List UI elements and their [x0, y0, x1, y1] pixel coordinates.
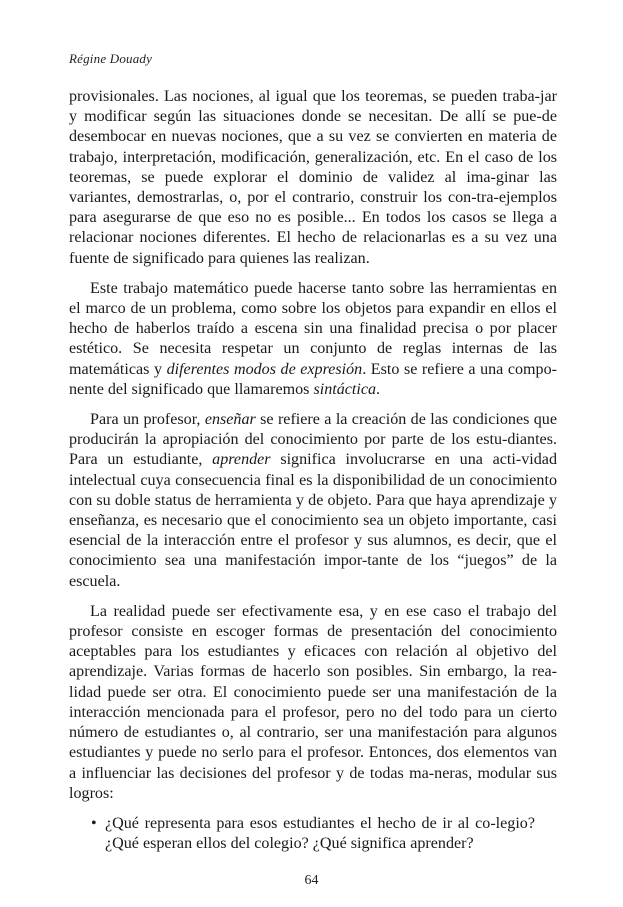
italic-phrase: diferentes modos de expresión [166, 360, 363, 378]
italic-phrase: enseñar [204, 411, 256, 429]
page-number: 64 [304, 873, 319, 888]
italic-phrase: aprender [212, 451, 271, 469]
body-text [69, 87, 557, 854]
running-head-author: Régine Douady [69, 51, 153, 66]
bullet-item [91, 814, 535, 854]
text-run: La realidad puede ser efectivamente esa, y en ese caso el trabajo del profesor consiste en escoger formas de presentación del conocimiento aceptables para los estudiantes y eficaces con relación al objetivo del aprendizaje. Varias formas de hacerlo son posibles. Sin embargo, la rea-lidad puede ser otra. El conocimiento puede ser una manifestación de la interacción mencionada para el profesor, pero no del todo para un cierto número de estudiantes o, al contrario, ser una manifestación para algunos estudiantes y puede no serlo para el profesor. Entonces, dos elementos van a influenciar las decisiones del profesor y de todas ma-neras, modular sus logros: [69, 602, 557, 802]
text-run: Este trabajo matemático puede hacerse tanto sobre las herramientas en el marco de un problema, como sobre los objetos para expandir en ellos el hecho de haberlos traído a escena sin una finalidad precisa o por placer estético. Se necesita respetar un conjunto de reglas internas de las matemáticas y [69, 279, 557, 378]
paragraph [69, 87, 557, 269]
bullet-dot-icon: • [91, 814, 97, 832]
bullet-list [69, 814, 557, 854]
paragraph [69, 279, 557, 400]
paragraphs [69, 87, 557, 804]
text-run: . Esto se refiere a una compo-nente del significado que llamaremos [69, 360, 558, 398]
text-run: Para un profesor, [90, 411, 205, 429]
text-run: . [376, 380, 381, 398]
text-run: provisionales. Las nociones, al igual que los teoremas, se pueden traba-jar y modificar según las situaciones donde se necesitan. De allí se pue-de desembocar en nuevas nociones, que a su vez se convierten en materia de trabajo, interpretación, modificación, generalización, etc. En el caso de los teoremas, se puede explorar el dominio de validez al ima-ginar las variantes, demostrarlas, o, por el contrario, construir los con-tra-ejemplos para asegurarse de que eso no es posible... En todos los casos se llega a relacionar nociones diferentes. El hecho de relacionarlas es a su vez una fuente de significado para quienes las realizan. [69, 88, 557, 267]
bullet-text: ¿Qué representa para esos estudiantes el hecho de ir al co-legio? ¿Qué esperan ellos del colegio? ¿Qué significa aprender? [105, 814, 535, 853]
paragraph [69, 602, 557, 804]
paragraph [69, 410, 557, 592]
text-run: significa involucrarse en una acti-vidad intelectual cuya consecuencia final es la disponibilidad de un conocimiento con su doble status de herramienta y de objeto. Para que haya aprendizaje y enseñanza, es necesario que el conocimiento sea un objeto importante, casi esencial de la interacción entre el profesor y sus alumnos, es decir, que el conocimiento sea una manifestación impor-tante de los “juegos” de la escuela. [69, 451, 557, 590]
text-run: se refiere a la creación de las condiciones que producirán la apropiación del conocimiento por parte de los estu-diantes. Para un estudiante, [69, 411, 557, 469]
italic-phrase: sintáctica [313, 380, 377, 398]
